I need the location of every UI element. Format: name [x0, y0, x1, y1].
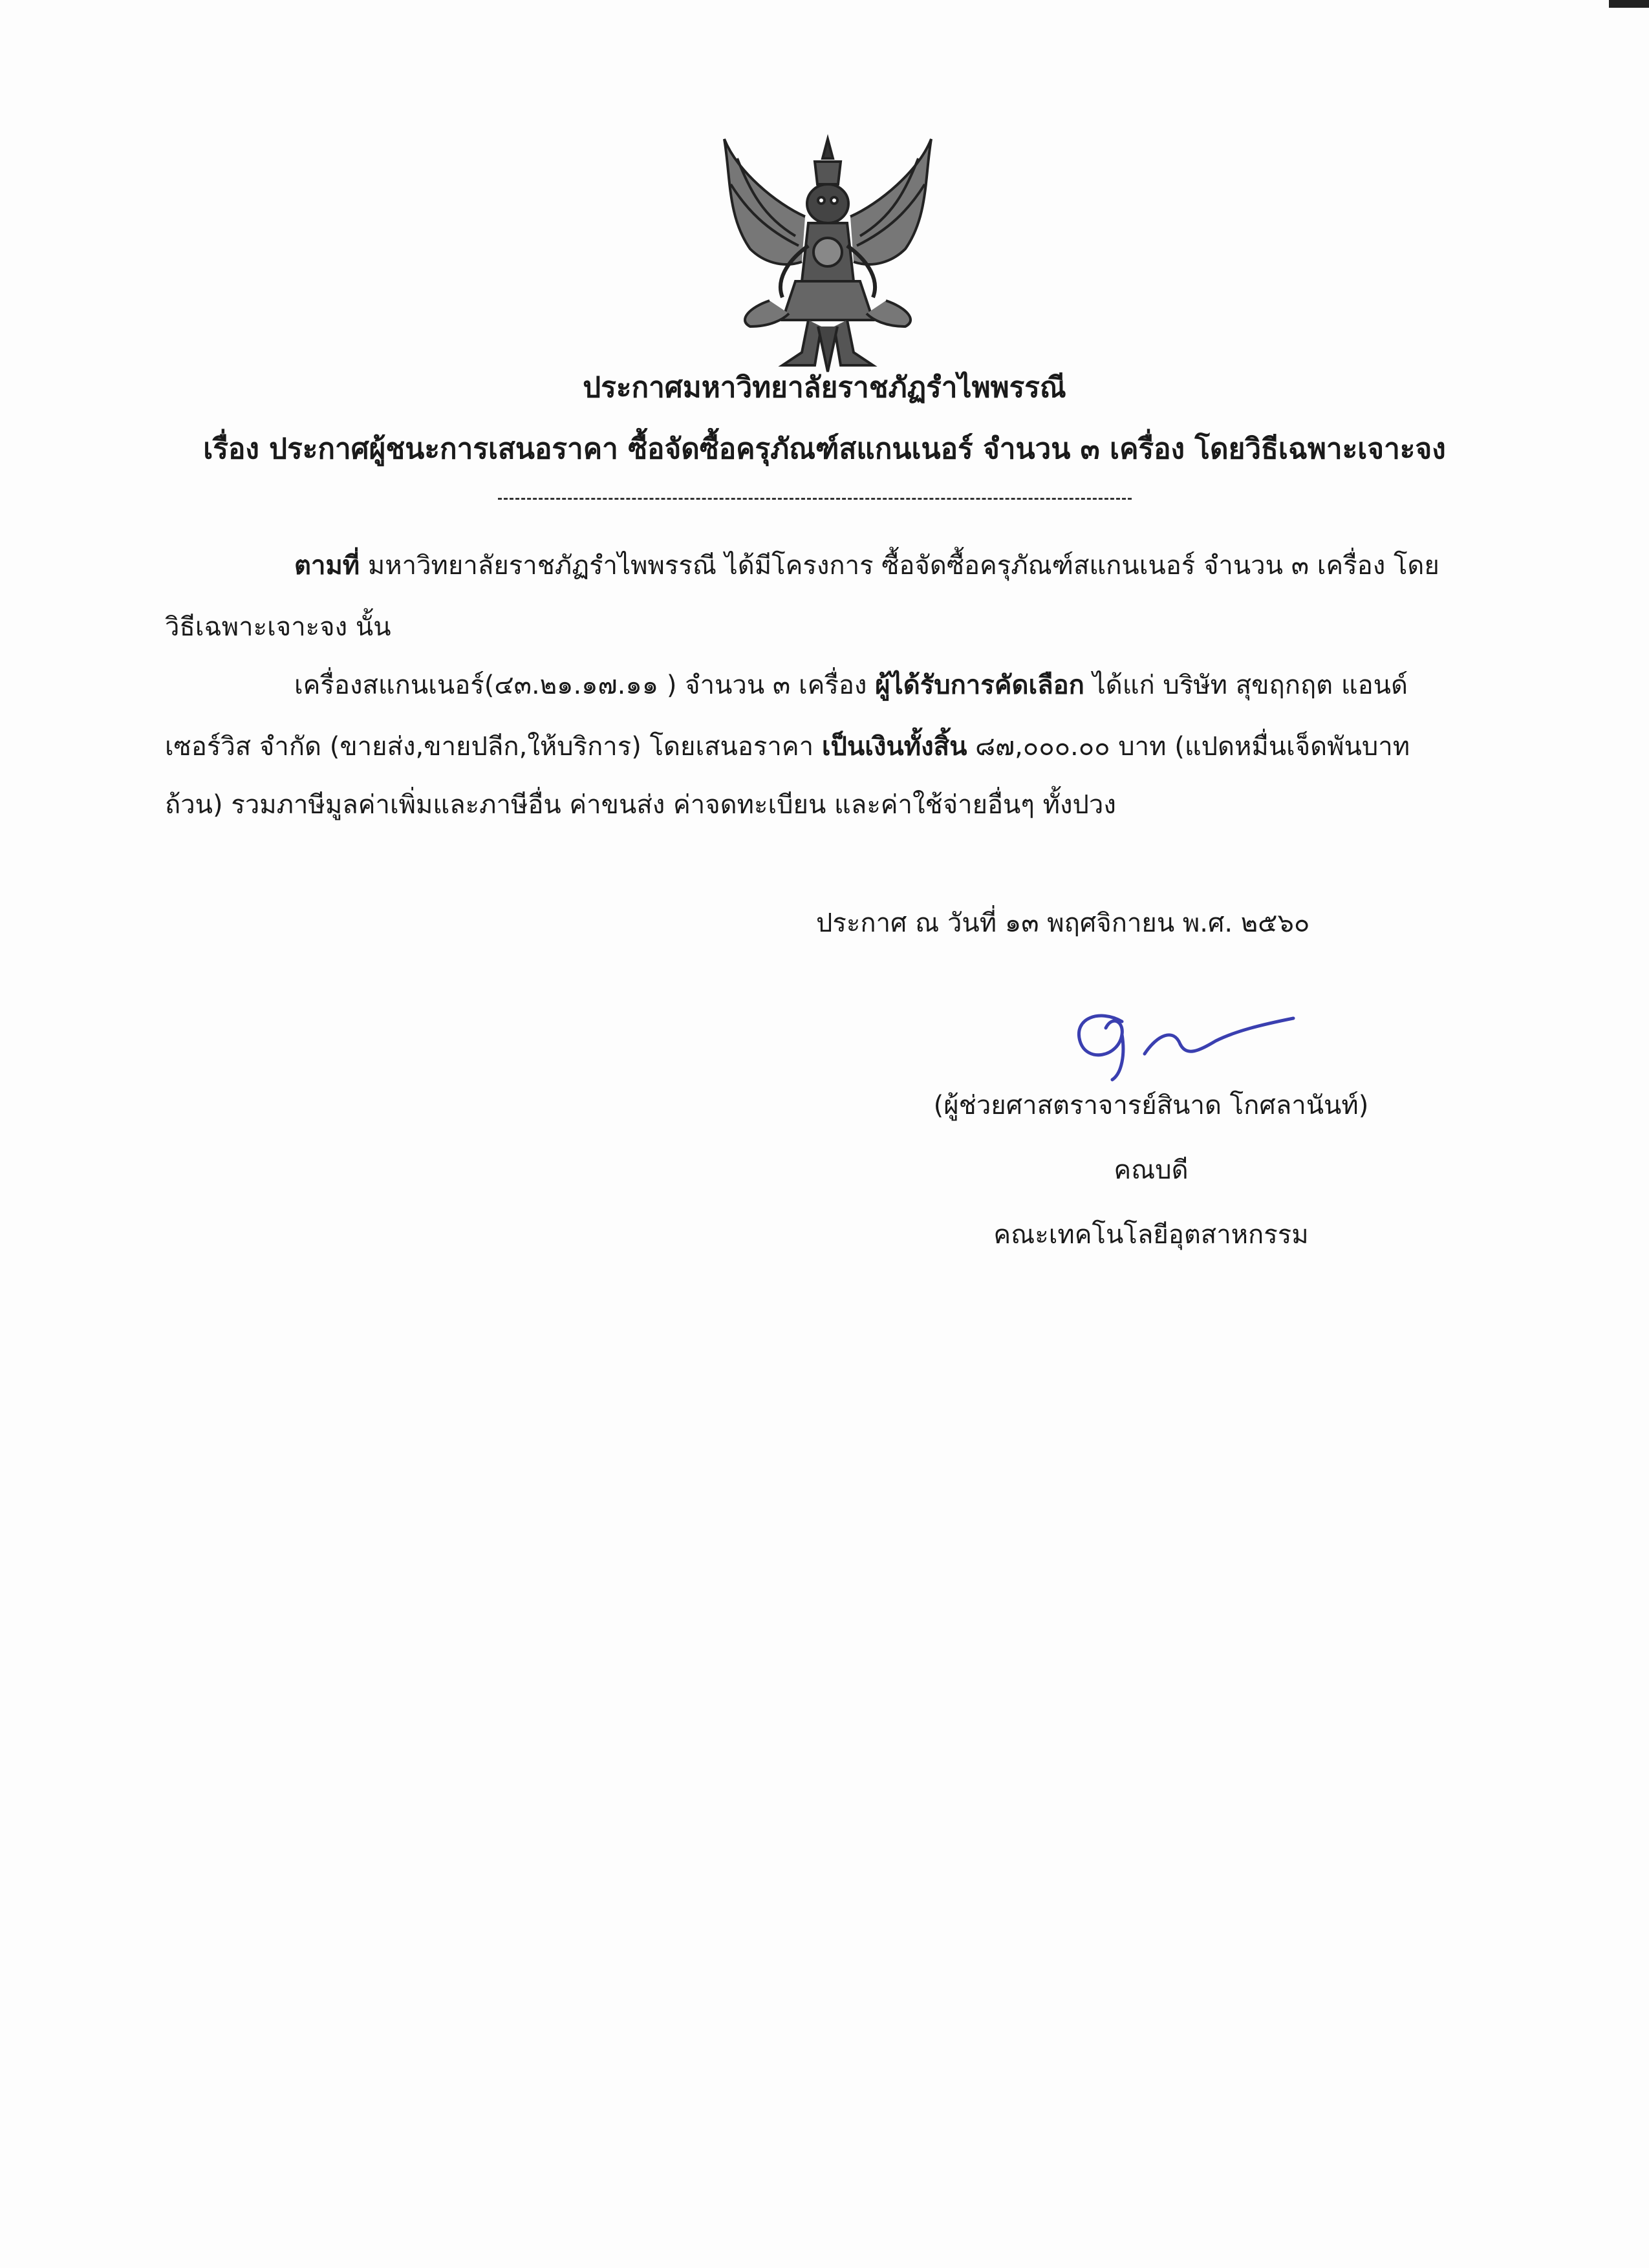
paragraph-1-lead: ตามที่ [294, 551, 360, 581]
signatory-position: คณบดี [1114, 1155, 1189, 1185]
selected-vendor-label: ผู้ได้รับการคัดเลือก [875, 670, 1084, 700]
paragraph-2-text-d: ๘๗,๐๐๐.๐๐ บาท (แปดหมื่นเจ็ดพันบาท [967, 732, 1410, 762]
signatory-name: (ผู้ช่วยศาสตราจารย์สินาด โกศลานันท์) [933, 1091, 1369, 1120]
paragraph-2-line-2 [165, 727, 1410, 766]
scan-edge-mark [1609, 0, 1649, 8]
total-amount-label: เป็นเงินทั้งสิ้น [821, 732, 967, 762]
paragraph-1-text: มหาวิทยาลัยราชภัฏรำไพพรรณี ได้มีโครงการ ซื้อจัดซื้อครุภัณฑ์สแกนเนอร์ จำนวน ๓ เครื่อง โดย [360, 551, 1439, 581]
paragraph-1-line-2: วิธีเฉพาะเจาะจง นั้น [165, 612, 391, 642]
signatory-organization: คณะเทคโนโลยีอุตสาหกรรม [993, 1220, 1309, 1250]
paragraph-2-text-a: เครื่องสแกนเนอร์(๔๓.๒๑.๑๗.๑๑ ) จำนวน ๓ เครื่อง [294, 670, 876, 700]
announcement-subject: เรื่อง ประกาศผู้ชนะการเสนอราคา ซื้อจัดซื้อครุภัณฑ์สแกนเนอร์ จำนวน ๓ เครื่อง โดยวิธีเฉพาะเจาะจง [203, 433, 1446, 465]
paragraph-2-line-3: ถ้วน) รวมภาษีมูลค่าเพิ่มและภาษีอื่น ค่าขนส่ง ค่าจดทะเบียน และค่าใช้จ่ายอื่นๆ ทั้งปวง [165, 790, 1116, 820]
paragraph-1-line-1 [294, 546, 1439, 585]
dashed-divider [498, 498, 1132, 500]
announcement-title: ประกาศมหาวิทยาลัยราชภัฏรำไพพรรณี [583, 371, 1066, 404]
paragraph-2-text-b: ได้แก่ บริษัท สุขฤกฤต แอนด์ [1084, 670, 1408, 700]
paragraph-2-text-c: เซอร์วิส จำกัด (ขายส่ง,ขายปลีก,ให้บริการ) โดยเสนอราคา [165, 732, 822, 762]
garuda-emblem-icon [711, 133, 944, 375]
announcement-date: ประกาศ ณ วันที่ ๑๓ พฤศจิกายน พ.ศ. ๒๕๖๐ [816, 908, 1310, 938]
paragraph-2-line-1 [294, 666, 1408, 705]
signature-icon [1061, 996, 1306, 1086]
